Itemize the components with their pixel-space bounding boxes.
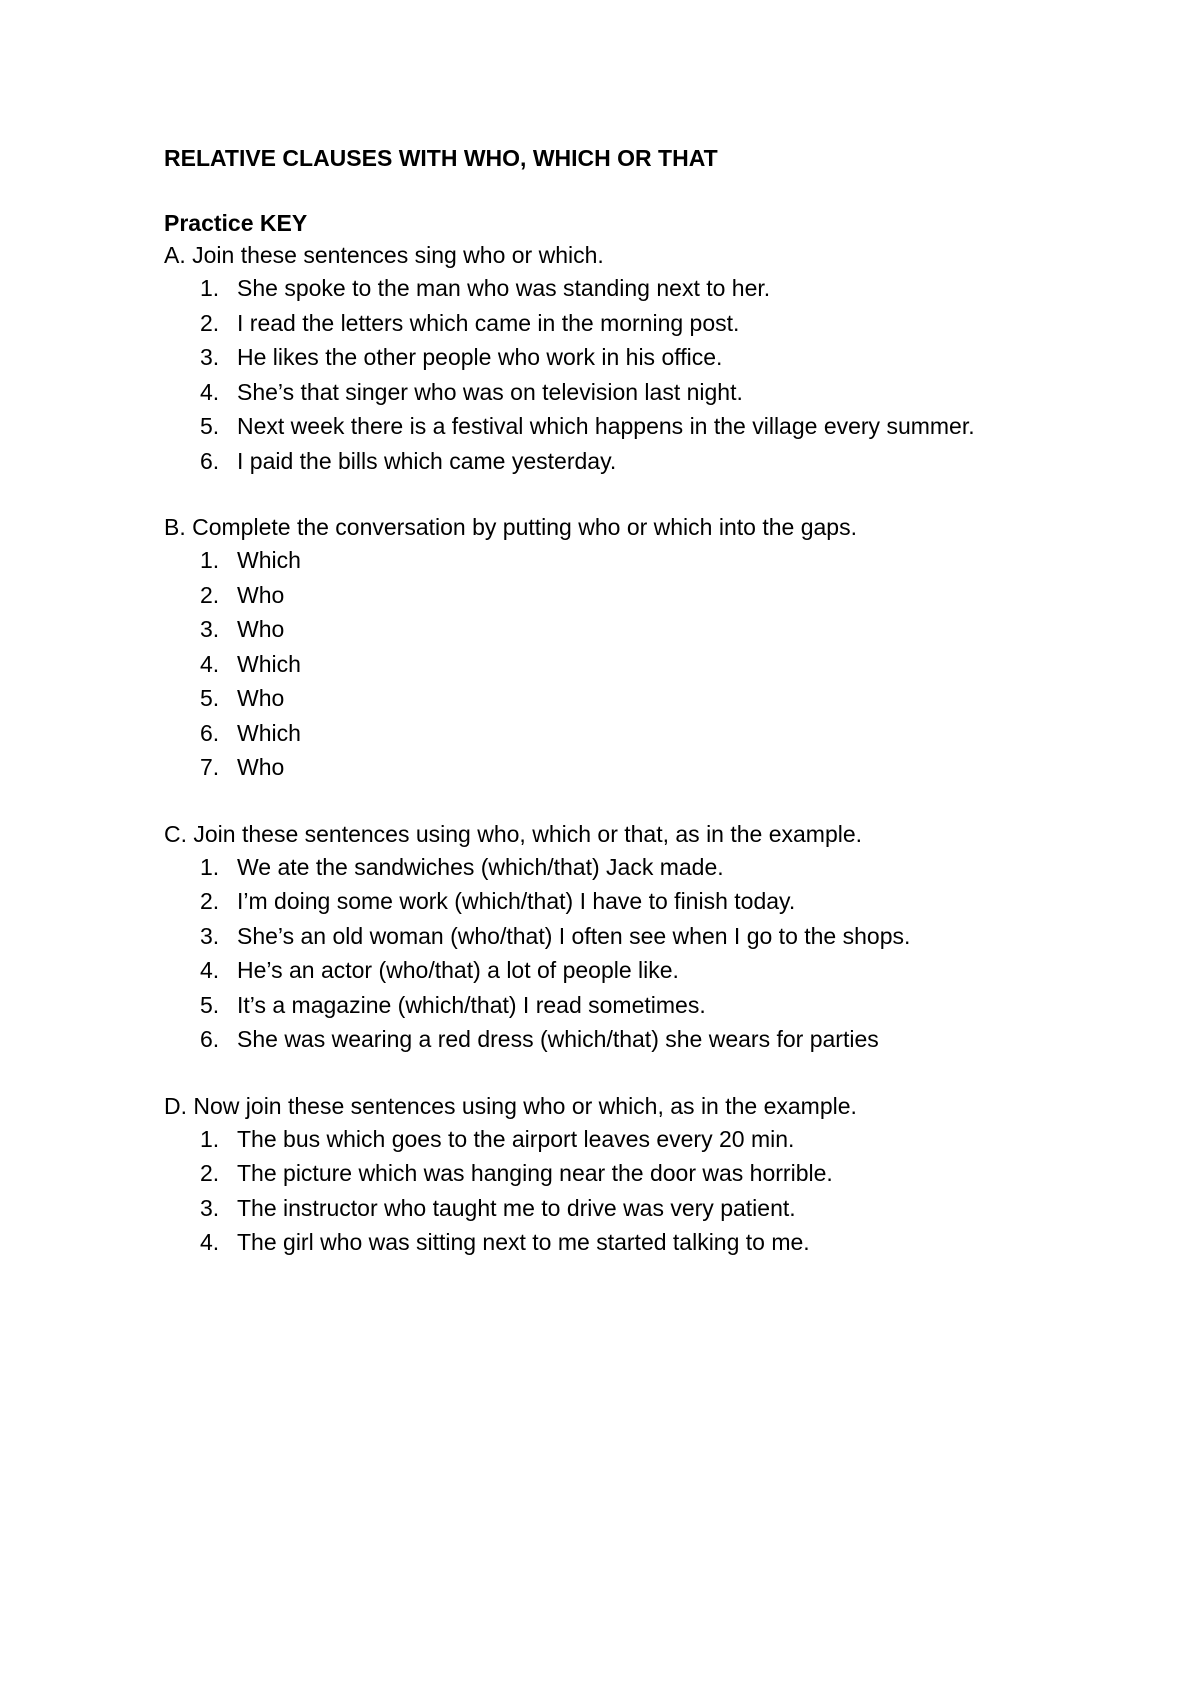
item-number: 2. <box>200 309 220 336</box>
section-b <box>164 511 1124 785</box>
list-item <box>164 1225 1124 1260</box>
list-item <box>164 884 1124 919</box>
item-text: She’s that singer who was on television last night. <box>237 378 743 405</box>
list-item <box>164 850 1124 885</box>
item-number: 3. <box>200 922 220 949</box>
list-item <box>164 1022 1124 1057</box>
item-text: I’m doing some work (which/that) I have to finish today. <box>237 888 796 914</box>
item-text: Who <box>237 754 285 780</box>
item-number: 3. <box>200 1194 220 1221</box>
item-number: 5. <box>200 413 220 439</box>
item-text: She spoke to the man who was standing next to her. <box>237 275 771 301</box>
section-c <box>164 818 1124 1057</box>
list-item <box>164 612 1124 647</box>
item-text: He likes the other people who work in his office. <box>237 344 723 370</box>
list-item <box>164 988 1124 1023</box>
item-number: 1. <box>200 275 220 301</box>
item-text: The instructor who taught me to drive was very patient. <box>237 1194 796 1221</box>
section-a <box>164 239 1124 478</box>
document-subtitle: Practice KEY <box>164 210 308 236</box>
section-heading: D. Now join these sentences using who or which, as in the example. <box>164 1092 857 1119</box>
item-number: 3. <box>200 616 220 642</box>
item-number: 4. <box>200 1229 220 1255</box>
list-item <box>164 919 1124 954</box>
item-text: Who <box>237 685 285 711</box>
list-item <box>164 1122 1124 1157</box>
item-text: The girl who was sitting next to me started talking to me. <box>237 1229 810 1255</box>
item-number: 3. <box>200 344 220 370</box>
item-number: 2. <box>200 581 220 608</box>
answer-list <box>164 1122 1124 1260</box>
document-page <box>164 142 1124 1293</box>
item-number: 2. <box>200 888 220 914</box>
item-text: Who <box>237 616 285 642</box>
section-heading: A. Join these sentences sing who or which. <box>164 242 604 268</box>
item-text: She’s an old woman (who/that) I often see when I go to the shops. <box>237 922 911 949</box>
document-title: RELATIVE CLAUSES WITH WHO, WHICH OR THAT <box>164 145 718 171</box>
answer-list <box>164 850 1124 1057</box>
list-item <box>164 750 1124 785</box>
list-item <box>164 578 1124 613</box>
item-number: 4. <box>200 378 220 405</box>
item-text: Which <box>237 719 301 746</box>
item-text: Which <box>237 547 301 573</box>
item-number: 1. <box>200 853 220 880</box>
item-number: 4. <box>200 957 220 983</box>
spacer <box>164 174 1124 207</box>
list-item <box>164 444 1124 479</box>
item-number: 1. <box>200 547 220 573</box>
item-text: I read the letters which came in the morning post. <box>237 309 740 336</box>
list-item <box>164 543 1124 578</box>
item-number: 2. <box>200 1160 220 1186</box>
section-heading: C. Join these sentences using who, which or that, as in the example. <box>164 820 863 847</box>
item-text: The picture which was hanging near the door was horrible. <box>237 1160 833 1186</box>
item-number: 5. <box>200 685 220 711</box>
item-text: Next week there is a festival which happens in the village every summer. <box>237 413 975 439</box>
list-item <box>164 1191 1124 1226</box>
item-number: 6. <box>200 1026 220 1052</box>
item-text: She was wearing a red dress (which/that) she wears for parties <box>237 1026 879 1052</box>
section-d <box>164 1090 1124 1260</box>
list-item <box>164 647 1124 682</box>
list-item <box>164 716 1124 751</box>
item-text: The bus which goes to the airport leaves every 20 min. <box>237 1125 795 1152</box>
item-text: I paid the bills which came yesterday. <box>237 447 617 474</box>
item-number: 6. <box>200 447 220 474</box>
item-text: Who <box>237 581 285 608</box>
item-number: 5. <box>200 991 220 1018</box>
list-item <box>164 306 1124 341</box>
list-item <box>164 1156 1124 1191</box>
list-item <box>164 271 1124 306</box>
item-number: 4. <box>200 650 220 677</box>
list-item <box>164 681 1124 716</box>
item-text: It’s a magazine (which/that) I read sometimes. <box>237 991 706 1018</box>
item-number: 6. <box>200 719 220 746</box>
list-item <box>164 340 1124 375</box>
answer-list <box>164 271 1124 478</box>
section-heading: B. Complete the conversation by putting who or which into the gaps. <box>164 514 857 540</box>
item-number: 7. <box>200 754 220 780</box>
list-item <box>164 409 1124 444</box>
item-text: We ate the sandwiches (which/that) Jack made. <box>237 853 724 880</box>
answer-list <box>164 543 1124 785</box>
list-item <box>164 953 1124 988</box>
list-item <box>164 375 1124 410</box>
item-text: Which <box>237 650 301 677</box>
item-text: He’s an actor (who/that) a lot of people like. <box>237 957 679 983</box>
item-number: 1. <box>200 1125 220 1152</box>
